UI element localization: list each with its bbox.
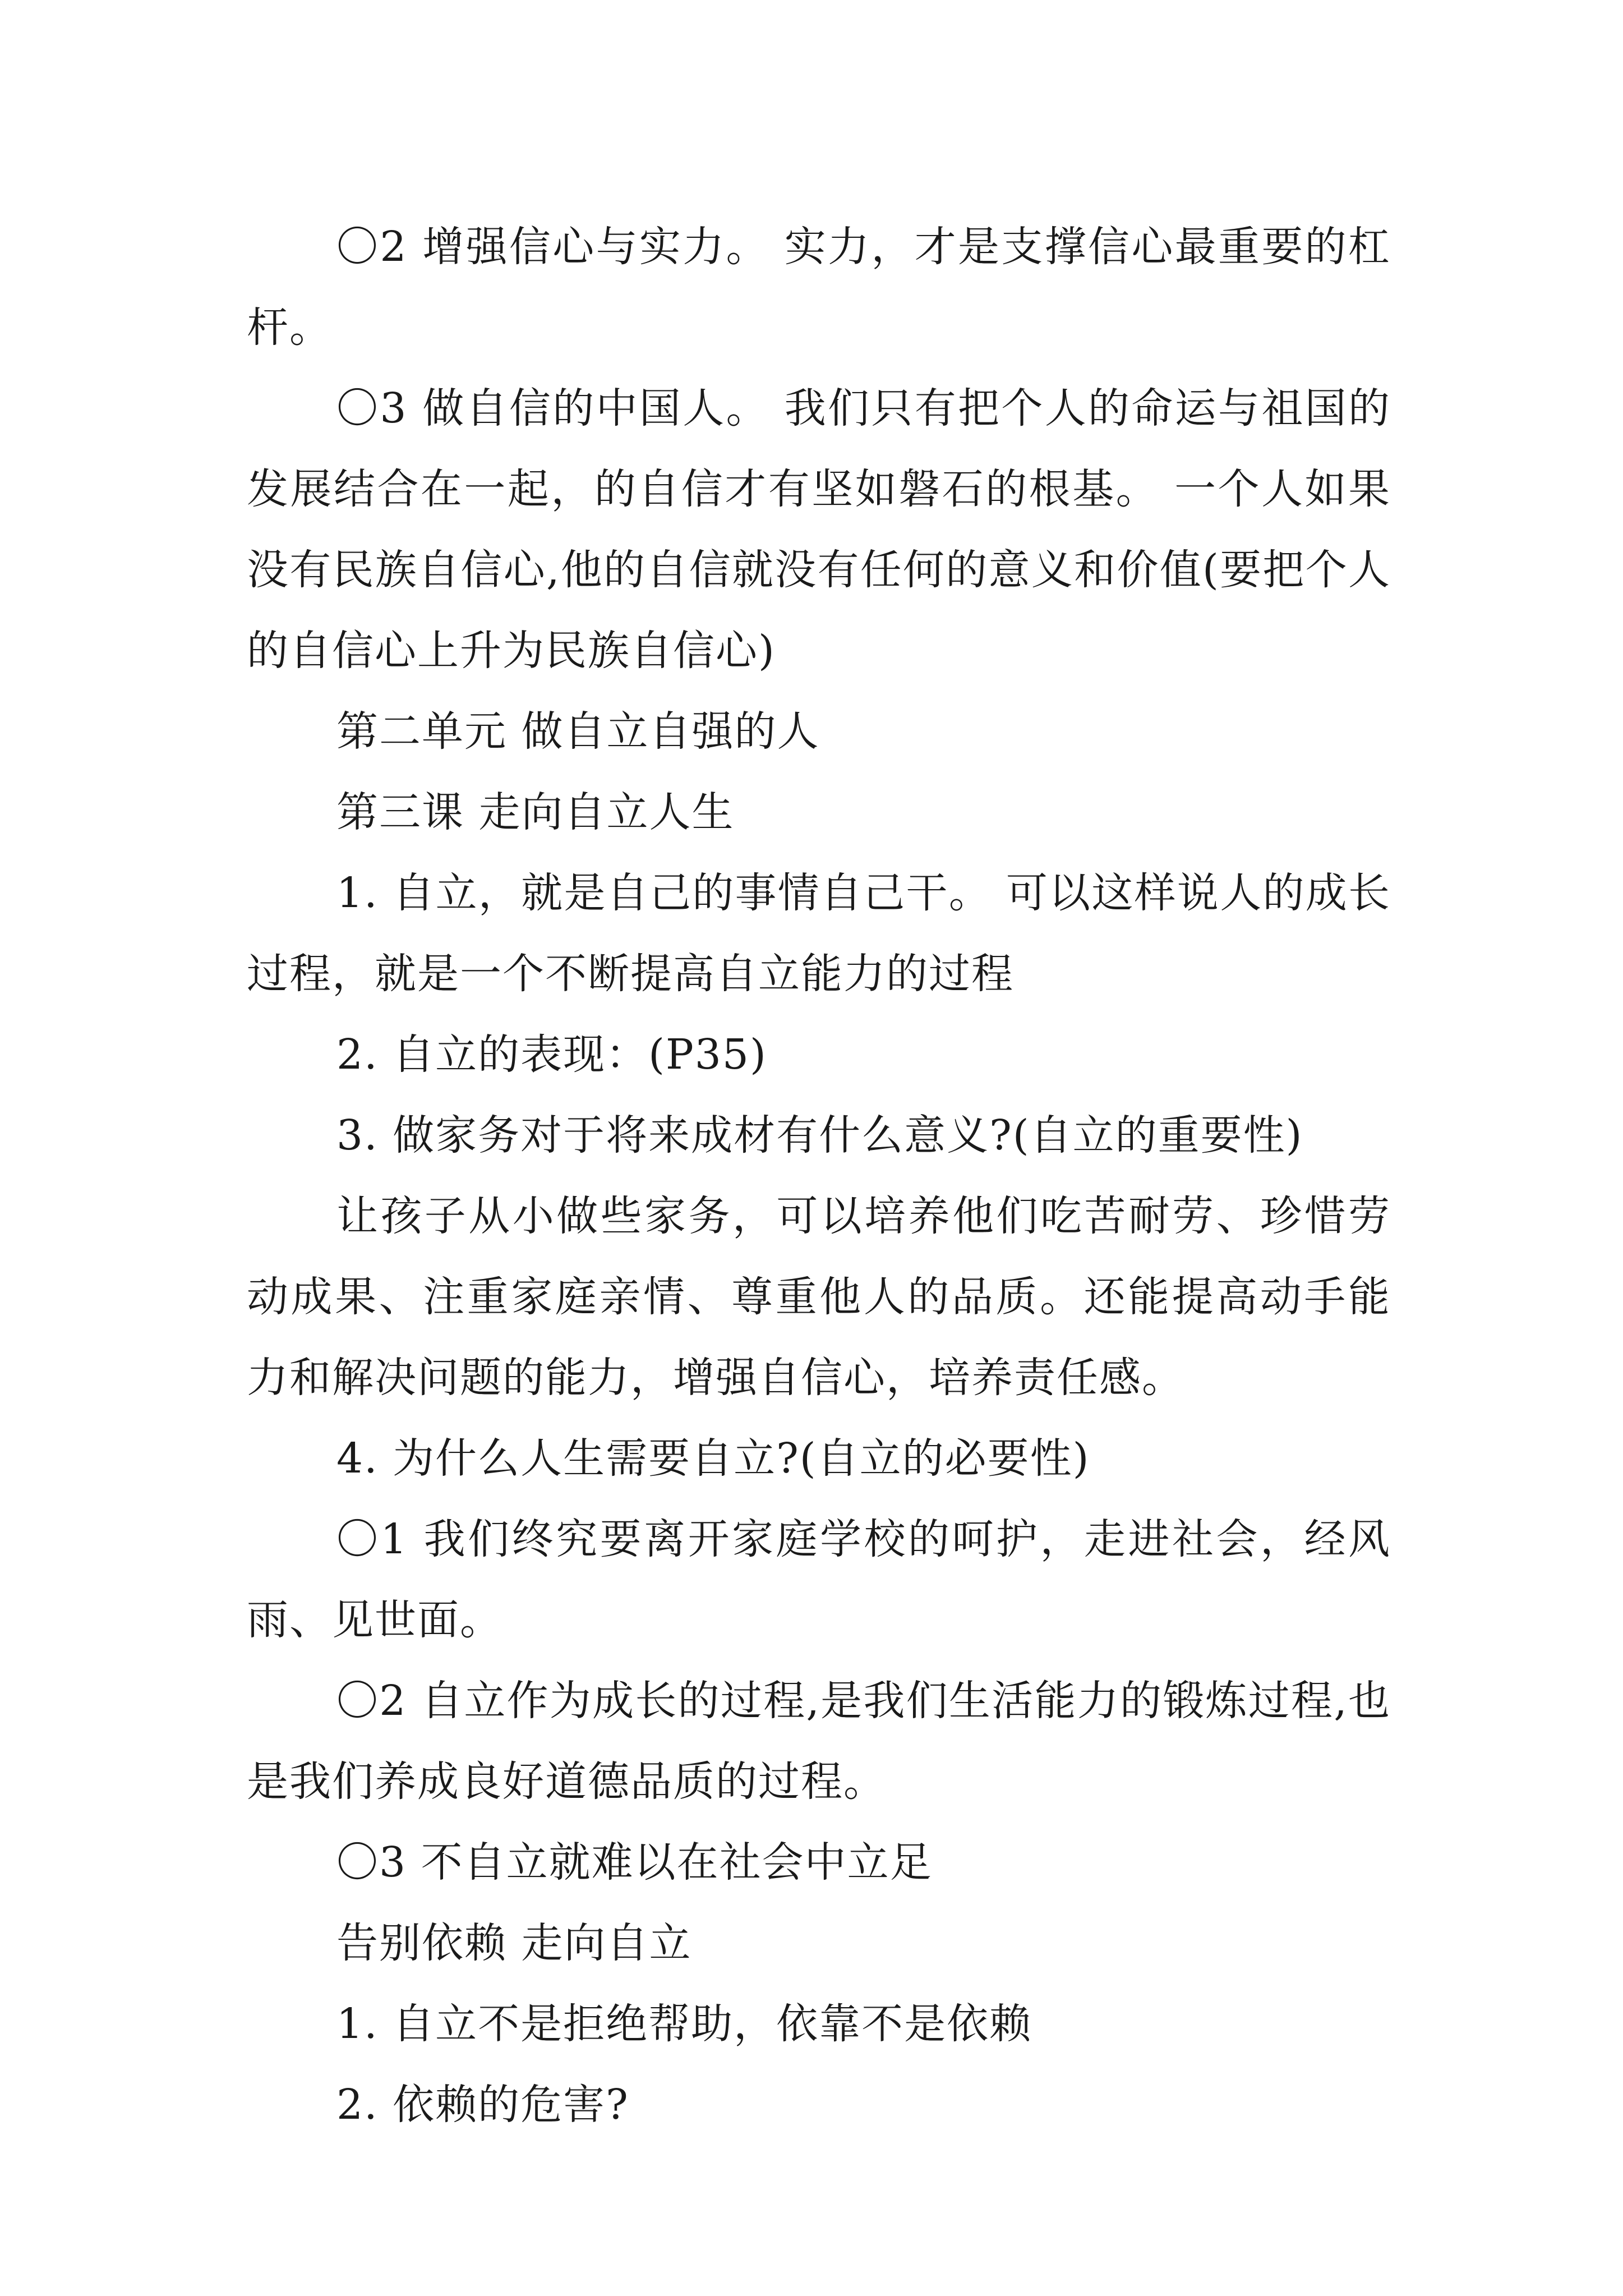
paragraph-confident-chinese: 〇3 做自信的中国人。 我们只有把个人的命运与祖国的发展结合在一起，的自信才有坚如磐石的根基。 一个人如果没有民族自信心,他的自信就没有任何的意义和价值(要把个人的自信心上升为民族自信心) [247,384,1391,675]
paragraph-why-self-reliance: 4. 为什么人生需要自立?(自立的必要性) [336,1434,1090,1483]
section-heading-farewell-dependence: 告别依赖 走向自立 [336,1919,692,1967]
paragraph-dependence-harm: 2. 依赖的危害? [336,2081,629,2129]
paragraph-housework-answer: 让孩子从小做些家务，可以培养他们吃苦耐劳、珍惜劳动成果、注重家庭亲情、尊重他人的品质。还能提高动手能力和解决问题的能力，增强自信心，培养责任感。 [247,1192,1391,1402]
paragraph-help-not-dependence: 1. 自立不是拒绝帮助，依靠不是依赖 [336,2000,1032,2048]
paragraph-self-reliance-definition: 1. 自立，就是自己的事情自己干。 可以这样说人的成长过程，就是一个不断提高自立能力的过程 [247,869,1391,998]
lesson-heading: 第三课 走向自立人生 [336,788,735,836]
paragraph-housework-question: 3. 做家务对于将来成材有什么意义?(自立的重要性) [336,1111,1303,1159]
paragraph-self-reliance-expression: 2. 自立的表现：(P35) [336,1030,767,1079]
paragraph-reason-3: 〇3 不自立就难以在社会中立足 [336,1838,933,1887]
unit-heading: 第二单元 做自立自强的人 [336,707,820,756]
paragraph-reason-2: 〇2 自立作为成长的过程,是我们生活能力的锻炼过程,也是我们养成良好道德品质的过程。 [247,1677,1391,1806]
document-body [247,206,1391,2145]
paragraph-strengthen-confidence: 〇2 增强信心与实力。 实力，才是支撑信心最重要的杠杆。 [247,223,1391,352]
paragraph-reason-1: 〇1 我们终究要离开家庭学校的呵护，走进社会，经风雨、见世面。 [247,1515,1391,1644]
